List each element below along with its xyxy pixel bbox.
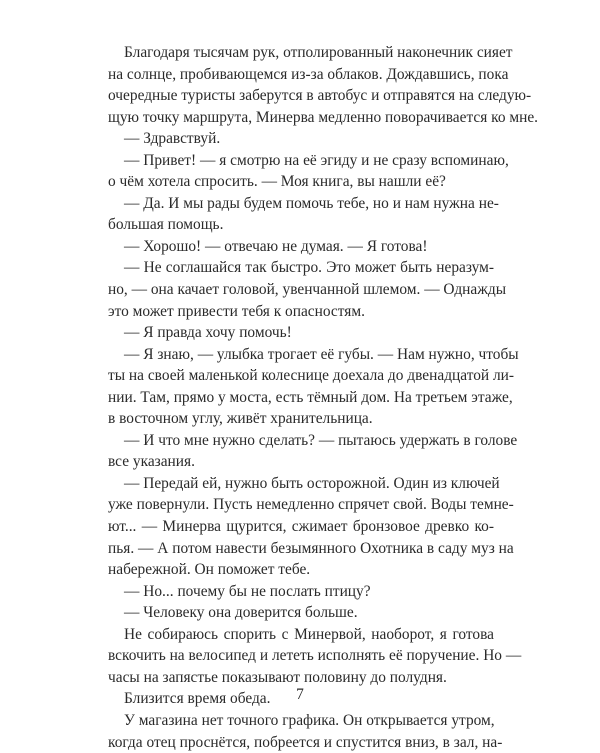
text-line: набережной. Он поможет тебе. xyxy=(108,559,494,581)
text-line: когда отец проснётся, побреется и спустится вниз, в зал, на- xyxy=(108,732,494,753)
text-line: — Привет! — я смотрю на её эгиду и не сразу вспоминаю, xyxy=(108,150,494,172)
text-line: ют... — Минерва щурится, сжимает бронзовое древко ко- xyxy=(108,516,494,538)
text-line: — Но... почему бы не послать птицу? xyxy=(108,581,494,603)
text-line: — Человеку она доверится больше. xyxy=(108,602,494,624)
text-line: Благодаря тысячам рук, отполированный наконечник сияет xyxy=(108,42,494,64)
text-line: на солнце, пробивающемся из-за облаков. Дождавшись, пока xyxy=(108,64,494,86)
text-line: большая помощь. xyxy=(108,214,494,236)
text-line: Близится время обеда. xyxy=(108,688,494,710)
body-text xyxy=(108,42,494,753)
text-line: — И что мне нужно сделать? — пытаюсь удержать в голове xyxy=(108,430,494,452)
text-line: уже повернули. Пусть немедленно спрячет свой. Воды темне- xyxy=(108,494,494,516)
text-line: это может привести тебя к опасностям. xyxy=(108,301,494,323)
text-line: нии. Там, прямо у моста, есть тёмный дом. На третьем этаже, xyxy=(108,387,494,409)
text-line: в восточном углу, живёт хранительница. xyxy=(108,408,494,430)
text-line: вскочить на велосипед и лететь исполнять её поручение. Но — xyxy=(108,645,494,667)
text-line: У магазина нет точного графика. Он открывается утром, xyxy=(108,710,494,732)
text-line: — Здравствуй. xyxy=(108,128,494,150)
text-line: — Я правда хочу помочь! xyxy=(108,322,494,344)
text-line: — Да. И мы рады будем помочь тебе, но и нам нужна не- xyxy=(108,193,494,215)
page-number: 7 xyxy=(0,686,600,704)
text-line: очередные туристы заберутся в автобус и отправятся на следую- xyxy=(108,85,494,107)
text-line: — Не соглашайся так быстро. Это может быть неразум- xyxy=(108,257,494,279)
text-line: часы на запястье показывают половину до полудня. xyxy=(108,667,494,689)
text-line: пья. — А потом навести безымянного Охотника в саду муз на xyxy=(108,538,494,560)
text-line: о чём хотела спросить. — Моя книга, вы нашли её? xyxy=(108,171,494,193)
text-line: щую точку маршрута, Минерва медленно поворачивается ко мне. xyxy=(108,107,494,129)
text-line: — Я знаю, — улыбка трогает её губы. — Нам нужно, чтобы xyxy=(108,344,494,366)
text-line: Не собираюсь спорить с Минервой, наоборот, я готова xyxy=(108,624,494,646)
text-line: все указания. xyxy=(108,451,494,473)
text-line: но, — она качает головой, увенчанной шлемом. — Однажды xyxy=(108,279,494,301)
text-line: ты на своей маленькой колеснице доехала до двенадцатой ли- xyxy=(108,365,494,387)
text-line: — Передай ей, нужно быть осторожной. Один из ключей xyxy=(108,473,494,495)
text-line: — Хорошо! — отвечаю не думая. — Я готова! xyxy=(108,236,494,258)
